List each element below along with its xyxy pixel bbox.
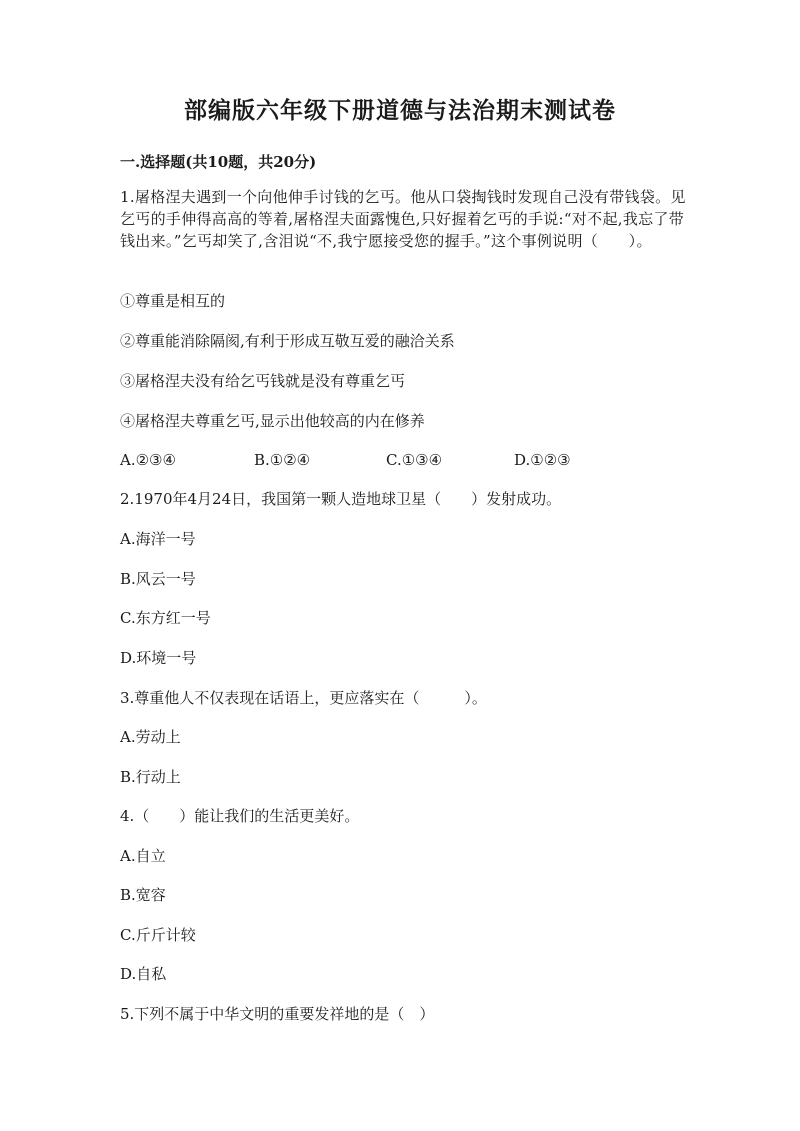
question-1-option-b[interactable]: B.①②④ [254, 451, 311, 469]
question-1-option-c[interactable]: C.①③④ [386, 451, 443, 469]
question-1-statement-1: ①尊重是相互的 [120, 292, 226, 310]
question-2-option-a[interactable]: A.海洋一号 [120, 530, 196, 548]
section-heading: 一.选择题(共10题，共20分) [120, 153, 317, 171]
question-2-stem: 2.1970年4月24日，我国第一颗人造地球卫星（ ）发射成功。 [120, 490, 562, 508]
question-3-stem: 3.尊重他人不仅表现在话语上，更应落实在（ ）。 [120, 689, 487, 707]
question-1-statement-4: ④屠格涅夫尊重乞丐,显示出他较高的内在修养 [120, 412, 425, 430]
question-1-statement-3: ③屠格涅夫没有给乞丐钱就是没有尊重乞丐 [120, 372, 406, 390]
question-1-stem: 1.屠格涅夫遇到一个向他伸手讨钱的乞丐。他从口袋掏钱时发现自己没有带钱袋。见乞丐的手伸得高高的等着,屠格涅夫面露愧色,只好握着乞丐的手说:“对不起,我忘了带钱出来。”乞丐却笑了,含泪说“不,我宁愿接受您的握手。”这个事例说明（ ）。 [120, 188, 686, 250]
question-1-options [120, 449, 720, 471]
question-2-option-d[interactable]: D.环境一号 [120, 649, 197, 667]
question-1-option-a[interactable]: A.②③④ [120, 451, 176, 469]
question-2-option-b[interactable]: B.风云一号 [120, 570, 196, 588]
question-3-option-a[interactable]: A.劳动上 [120, 728, 181, 746]
question-1-statement-2: ②尊重能消除隔阂,有利于形成互敬互爱的融洽关系 [120, 332, 455, 350]
question-5-stem: 5.下列不属于中华文明的重要发祥地的是（ ） [120, 1005, 435, 1023]
question-4-option-c[interactable]: C.斤斤计较 [120, 926, 196, 944]
page-title: 部编版六年级下册道德与法治期末测试卷 [184, 97, 616, 124]
question-4-option-d[interactable]: D.自私 [120, 965, 167, 983]
question-4-option-b[interactable]: B.宽容 [120, 886, 166, 904]
question-2-option-c[interactable]: C.东方红一号 [120, 609, 211, 627]
question-4-option-a[interactable]: A.自立 [120, 847, 166, 865]
question-3-option-b[interactable]: B.行动上 [120, 768, 181, 786]
question-1-option-d[interactable]: D.①②③ [514, 451, 571, 469]
question-4-stem: 4.（ ）能让我们的生活更美好。 [120, 807, 360, 825]
